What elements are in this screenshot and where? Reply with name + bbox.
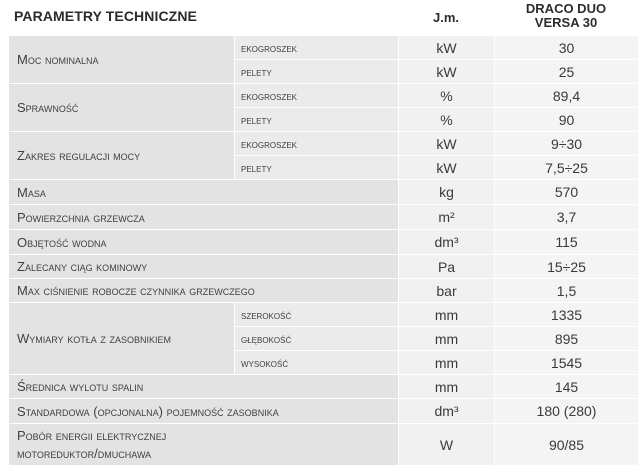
value-cell: 115: [495, 230, 638, 255]
value-cell: 7,5÷25: [495, 156, 638, 180]
unit-cell: mm: [399, 351, 495, 375]
value-cell: 30: [495, 36, 638, 60]
param-label-objetosc: Objętość wodna: [9, 230, 399, 255]
value-cell: 570: [495, 180, 638, 205]
value-cell: 145: [495, 375, 638, 399]
param-label-pobor-line2: motoreduktor/dmuchawa: [17, 445, 152, 461]
value-cell: 1545: [495, 351, 638, 375]
unit-cell: kg: [399, 180, 495, 205]
param-label-ciag: Zalecany ciąg kominowy: [9, 255, 399, 279]
unit-cell: dm³: [399, 230, 495, 255]
param-label-masa: Masa: [9, 180, 399, 205]
table-row: [9, 255, 638, 279]
table-row: [9, 230, 638, 255]
unit-cell: W: [399, 424, 495, 466]
value-cell: 9÷30: [495, 132, 638, 156]
unit-cell: kW: [399, 60, 495, 84]
param-label-srednica: Średnica wylotu spalin: [9, 375, 399, 399]
table-row: [9, 424, 638, 466]
unit-cell: m²: [399, 205, 495, 230]
table-row: [9, 132, 638, 156]
unit-cell: %: [399, 108, 495, 132]
unit-cell: dm³: [399, 399, 495, 424]
param-label-pobor: [9, 424, 399, 466]
table-title: PARAMETRY TECHNICZNE: [14, 8, 197, 24]
value-cell: 25: [495, 60, 638, 84]
table-row: [9, 36, 638, 60]
unit-cell: %: [399, 84, 495, 108]
param-label-powierzchnia: Powierzchnia grzewcza: [9, 205, 399, 230]
table-row: [9, 205, 638, 230]
table-row: [9, 84, 638, 108]
model-name-line1: DRACO DUO: [525, 1, 607, 16]
table-row: [9, 180, 638, 205]
unit-cell: mm: [399, 375, 495, 399]
sub-label: ekogroszek: [235, 36, 399, 60]
value-cell: 3,7: [495, 205, 638, 230]
param-label-zasobnik: Standardowa (opcjonalna) pojemność zasobnika: [9, 399, 399, 424]
value-cell: 180 (280): [495, 399, 638, 424]
table-row: [9, 399, 638, 424]
unit-cell: kW: [399, 132, 495, 156]
sub-label: szerokość: [235, 303, 399, 327]
param-label-moc: Moc nominalna: [9, 36, 235, 84]
sub-label: ekogroszek: [235, 132, 399, 156]
value-cell: 895: [495, 327, 638, 351]
value-cell: 90: [495, 108, 638, 132]
unit-cell: kW: [399, 156, 495, 180]
model-name-line2: VERSA 30: [534, 15, 598, 30]
param-label-wymiary: Wymiary kotła z zasobnikiem: [9, 303, 235, 375]
param-label-pobor-line1: Pobór energii elektrycznej: [17, 427, 167, 443]
param-label-sprawnosc: Sprawność: [9, 84, 235, 132]
table-row: [9, 375, 638, 399]
sub-label: pelety: [235, 108, 399, 132]
sub-label: wysokość: [235, 351, 399, 375]
value-cell: 15÷25: [495, 255, 638, 279]
unit-cell: kW: [399, 36, 495, 60]
unit-cell: bar: [399, 279, 495, 303]
model-column-header: [494, 2, 638, 30]
sub-label: głębokość: [235, 327, 399, 351]
value-cell: 1,5: [495, 279, 638, 303]
param-label-cisnienie: Max ciśnienie robocze czynnika grzewczego: [9, 279, 399, 303]
table-row: [9, 303, 638, 327]
sub-label: pelety: [235, 156, 399, 180]
unit-column-header: J.m.: [432, 10, 459, 25]
param-label-zakres: Zakres regulacji mocy: [9, 132, 235, 180]
sub-label: pelety: [235, 60, 399, 84]
value-cell: 89,4: [495, 84, 638, 108]
unit-cell: Pa: [399, 255, 495, 279]
unit-cell: mm: [399, 303, 495, 327]
table-row: [9, 279, 638, 303]
value-cell: 90/85: [495, 424, 638, 466]
value-cell: 1335: [495, 303, 638, 327]
spec-table: [8, 35, 638, 466]
unit-cell: mm: [399, 327, 495, 351]
sub-label: ekogroszek: [235, 84, 399, 108]
